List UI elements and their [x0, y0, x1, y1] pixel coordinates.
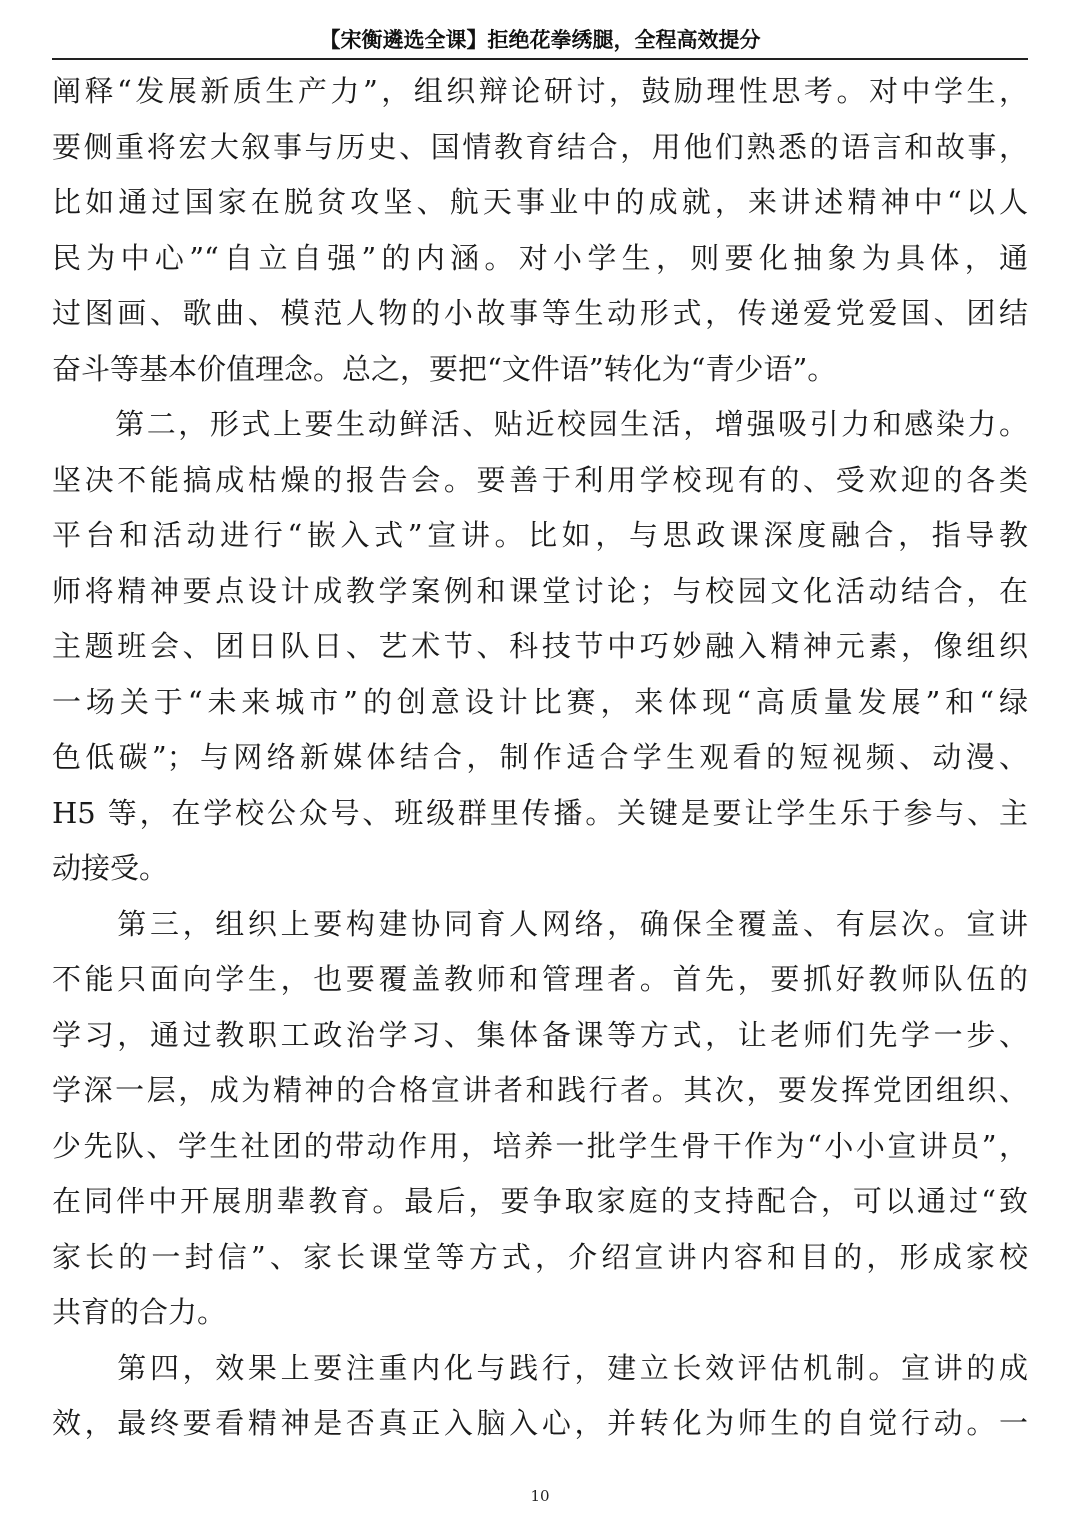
body-line: 一场关于“未来城市”的创意设计比赛，来体现“高质量发展”和“绿 — [52, 684, 1028, 719]
body-line: 效，最终要看精神是否真正入脑入心，并转化为师生的自觉行动。一 — [52, 1406, 1028, 1440]
body-line: 色低碳”；与网络新媒体结合，制作适合学生观看的短视频、动漫、 — [52, 740, 1028, 774]
body-line: 民为中心”“自立自强”的内涵。对小学生，则要化抽象为具体，通 — [52, 240, 1028, 275]
body-line: 阐释“发展新质生产力”，组织辩论研讨，鼓励理性思考。对中学生， — [52, 74, 1028, 108]
header-divider — [52, 58, 1028, 60]
body-line: 师将精神要点设计成教学案例和课堂讨论；与校园文化活动结合，在 — [52, 573, 1028, 608]
body-line: 第四，效果上要注重内化与践行，建立长效评估机制。宣讲的成 — [52, 1350, 1028, 1385]
body-line: 奋斗等基本价值理念。总之，要把“文件语”转化为“青少语”。 — [52, 351, 837, 386]
body-line: 在同伴中开展朋辈教育。最后，要争取家庭的支持配合，可以通过“致 — [52, 1184, 1028, 1218]
body-line: 第三，组织上要构建协同育人网络，确保全覆盖、有层次。宣讲 — [52, 906, 1028, 941]
body-line: 过图画、歌曲、模范人物的小故事等生动形式，传递爱党爱国、团结 — [52, 296, 1028, 330]
body-line: 平台和活动进行“嵌入式”宣讲。比如，与思政课深度融合，指导教 — [52, 518, 1028, 552]
page-number: 10 — [530, 1487, 550, 1505]
body-line: H5 等，在学校公众号、班级群里传播。关键是要让学生乐于参与、主 — [52, 795, 1028, 830]
page-header: 【宋衡遴选全课】拒绝花拳绣腿，全程高效提分 — [319, 28, 761, 52]
body-line: 少先队、学生社团的带动作用，培养一批学生骨干作为“小小宣讲员”， — [52, 1128, 1028, 1163]
body-line: 学深一层，成为精神的合格宣讲者和践行者。其次，要发挥党团组织、 — [52, 1073, 1028, 1107]
body-line: 坚决不能搞成枯燥的报告会。要善于利用学校现有的、受欢迎的各类 — [52, 462, 1028, 497]
body-line: 学习，通过教职工政治学习、集体备课等方式，让老师们先学一步、 — [52, 1017, 1028, 1052]
body-line: 动接受。 — [52, 851, 169, 885]
body-line: 家长的一封信”、家长课堂等方式，介绍宣讲内容和目的，形成家校 — [52, 1239, 1028, 1274]
body-line: 比如通过国家在脱贫攻坚、航天事业中的成就，来讲述精神中“以人 — [52, 185, 1028, 219]
body-line: 要侧重将宏大叙事与历史、国情教育结合，用他们熟悉的语言和故事， — [52, 129, 1028, 164]
body-line: 不能只面向学生，也要覆盖教师和管理者。首先，要抓好教师队伍的 — [52, 962, 1028, 996]
body-line: 第二，形式上要生动鲜活、贴近校园生活，增强吸引力和感染力。 — [52, 407, 1028, 441]
document-body — [52, 64, 1028, 1452]
body-line: 主题班会、团日队日、艺术节、科技节中巧妙融入精神元素，像组织 — [52, 629, 1028, 663]
body-line: 共育的合力。 — [52, 1295, 227, 1329]
